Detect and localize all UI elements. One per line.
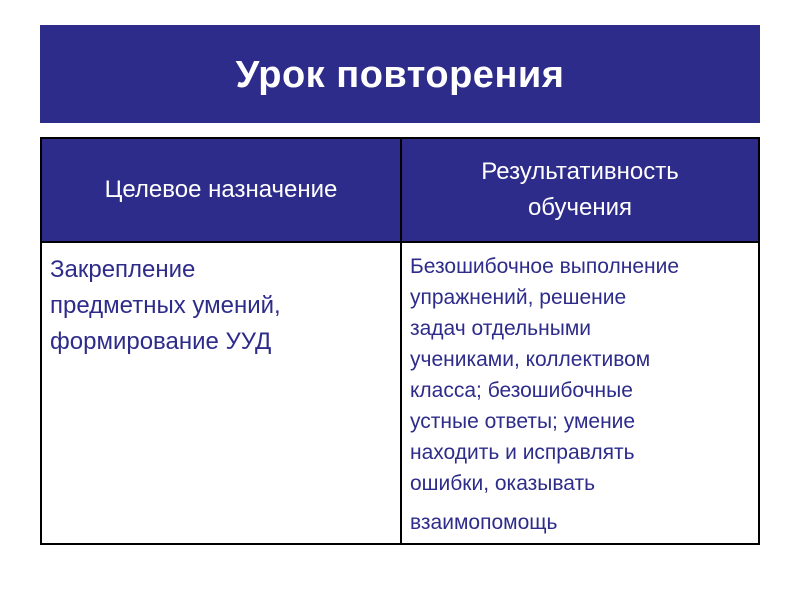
cell-purpose (42, 243, 400, 543)
header-cell-results (402, 139, 758, 241)
cell-purpose-line: предметных умений, (50, 292, 281, 319)
cell-results (402, 243, 758, 543)
content-table (40, 137, 760, 545)
cell-results-line: ошибки, оказывать (410, 472, 596, 495)
cell-results-line: учениками, коллективом (410, 348, 651, 371)
cell-results-line: устные ответы; умение (410, 410, 636, 433)
header-label-results-line2: обучения (527, 194, 633, 221)
header-cell-purpose (42, 139, 400, 241)
cell-results-line: задач отдельными (410, 317, 591, 340)
cell-results-line: взаимопомощь (410, 511, 558, 534)
title-bar (40, 25, 760, 123)
cell-purpose-line: формирование УУД (50, 328, 272, 355)
cell-results-line: упражнений, решение (410, 286, 627, 309)
header-label-results-line1: Результативность (481, 158, 679, 185)
cell-purpose-line: Закрепление (50, 256, 196, 283)
cell-results-line: Безошибочное выполнение (410, 255, 680, 278)
cell-results-line: класса; безошибочные (410, 379, 633, 402)
cell-results-line: находить и исправлять (410, 441, 635, 464)
header-label-purpose: Целевое назначение (104, 176, 338, 203)
slide-title: Урок повторения (235, 53, 565, 96)
